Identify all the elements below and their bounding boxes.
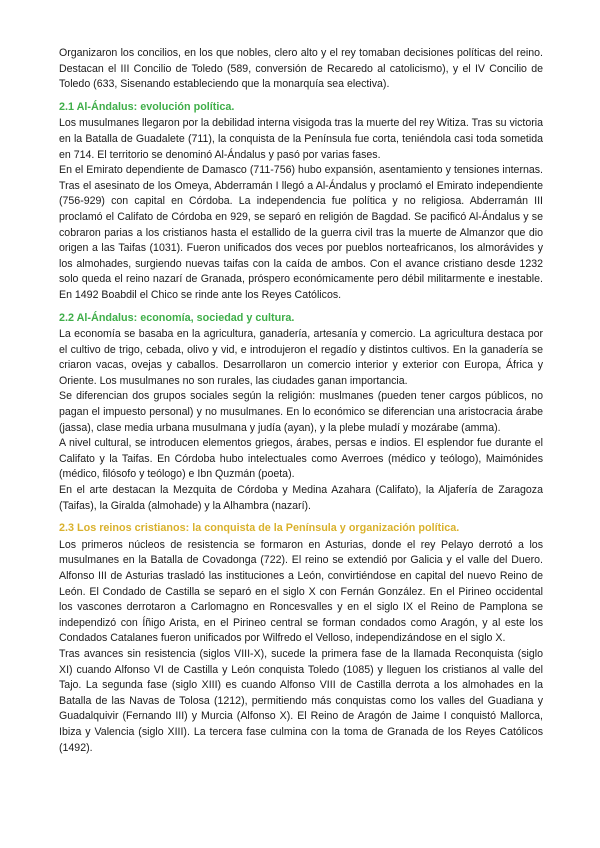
paragraph: A nivel cultural, se introducen elementos griegos, árabes, persas e indios. El esplendor fue durante el Califato y la Taifas. En Córdoba hubo intelectuales como Averroes (médico y teólogo), Maimónides (médico, filósofo y teólogo) e Ibn Quzmán (poeta). — [59, 437, 543, 481]
paragraph: En el Emirato dependiente de Damasco (711-756) hubo expansión, asentamiento y tensiones internas. Tras el asesinato de los Omeya, Abderramán I llegó a Al-Ándalus y proclamó el Emirato independiente (756-929) con capital en Córdoba. La independencia fue política y no religiosa. Abderramán III proclamó el Califato de Córdoba en 929, se separó en religión de Bagdad. Se pacificó Al-Ándalus y se cobraron parias a los cristianos hasta el estallido de la guerra civil tras la muerte de Almanzor que dio origen a las Taifas (1031). Fueron unificados dos veces por pueblos norteafricanos, los almorávides y los almohades, surgiendo nuevas taifas con la caída de ambos. Con el avance cristiano desde 1232 solo queda el reino nazarí de Granada, próspero económicamente pero débil militarmente e inestable. En 1492 Boabdil el Chico se rinde ante los Reyes Católicos. — [59, 164, 543, 301]
section-title: Los reinos cristianos: la conquista de la Península y organización política. — [77, 522, 460, 535]
section-title: Al-Ándalus: evolución política. — [76, 100, 235, 113]
section-heading-2-2 — [59, 311, 543, 327]
paragraph: En el arte destacan la Mezquita de Córdoba y Medina Azahara (Califato), la Aljafería de Zaragoza (Taifas), la Giralda (almohade) y la Alhambra (nazarí). — [59, 484, 543, 512]
section-heading-2-1 — [59, 100, 543, 116]
section-heading-2-3 — [59, 521, 543, 537]
paragraph: Los musulmanes llegaron por la debilidad interna visigoda tras la muerte del rey Witiza. Tras su victoria en la Batalla de Guadalete (711), la conquista de la Península fue corta, teniéndola casi toda sometida en 714. El territorio se denominó Al-Ándalus y pasó por varias fases. — [59, 117, 544, 161]
section-number: 2.1 — [59, 100, 75, 113]
section-number: 2.2 — [59, 311, 75, 324]
section-title: Al-Ándalus: economía, sociedad y cultura. — [76, 311, 295, 324]
paragraph: Tras avances sin resistencia (siglos VIII-X), sucede la primera fase de la llamada Reconquista (siglo XI) cuando Alfonso VI de Castilla y León conquista Toledo (1085) y lleguen los cristianos al valle del Tajo. La segunda fase (siglo XIII) es cuando Alfonso VIII de Castilla derrota a los almohades en la Batalla de las Navas de Tolosa (1212), permitiendo más conquistas como los valles del Guadiana y Guadalquivir (Fernando III) y Murcia (Alfonso X). El Reino de Aragón de Jaime I conquistó Mallorca, Ibiza y Valencia (siglo XIII). La tercera fase culmina con la toma de Granada de los Reyes Católicos (1492). — [59, 647, 543, 754]
paragraph: La economía se basaba en la agricultura, ganadería, artesanía y comercio. La agricultura destaca por el cultivo de trigo, cebada, olivo y vid, e introdujeron el regadío y distintos cultivos. En la ganadería se criaron vacas, ovejas y caballos. Desarrollaron un comercio interior y exterior con Europa, África y Oriente. Los musulmanes no son rurales, las ciudades ganan importancia. — [59, 328, 543, 387]
paragraph: Los primeros núcleos de resistencia se formaron en Asturias, donde el rey Pelayo derrotó a los musulmanes en la Batalla de Covadonga (722). El reino se extendió por Galicia y el valle del Duero. Alfonso III de Asturias trasladó las instituciones a León, convirtiéndose en capital del nuevo Reino de León. El Condado de Castilla se separó en el siglo X con Fernán González. En el Pirineo occidental los vascones derrotaron a Carlomagno en Roncesvalles y en el siglo IX el Reino de Pamplona se independizó con Íñigo Arista, en el Pirineo central se forman condados como Aragón, y al este los Condados Catalanes fueron unificados por Wilfredo el Velloso, independizándose en el siglo X. — [59, 538, 543, 645]
section-number: 2.3 — [59, 522, 75, 535]
paragraph: Se diferencian dos grupos sociales según la religión: muslmanes (pueden tener cargos públicos, no pagan el impuesto personal) y no musulmanes. En lo económico se diferencian una aristocracia árabe (jassa), clase media urbana musulmana y judía (ayan), y la plebe muladí y mozárabe (amma). — [59, 390, 543, 434]
intro-paragraph: Organizaron los concilios, en los que nobles, clero alto y el rey tomaban decisiones políticas del reino. Destacan el III Concilio de Toledo (589, conversión de Recaredo al catolicismo), y el IV Concilio de Toledo (633, Sisenando estableciendo que la monarquía sea electiva). — [59, 47, 543, 91]
document-page — [59, 46, 543, 756]
